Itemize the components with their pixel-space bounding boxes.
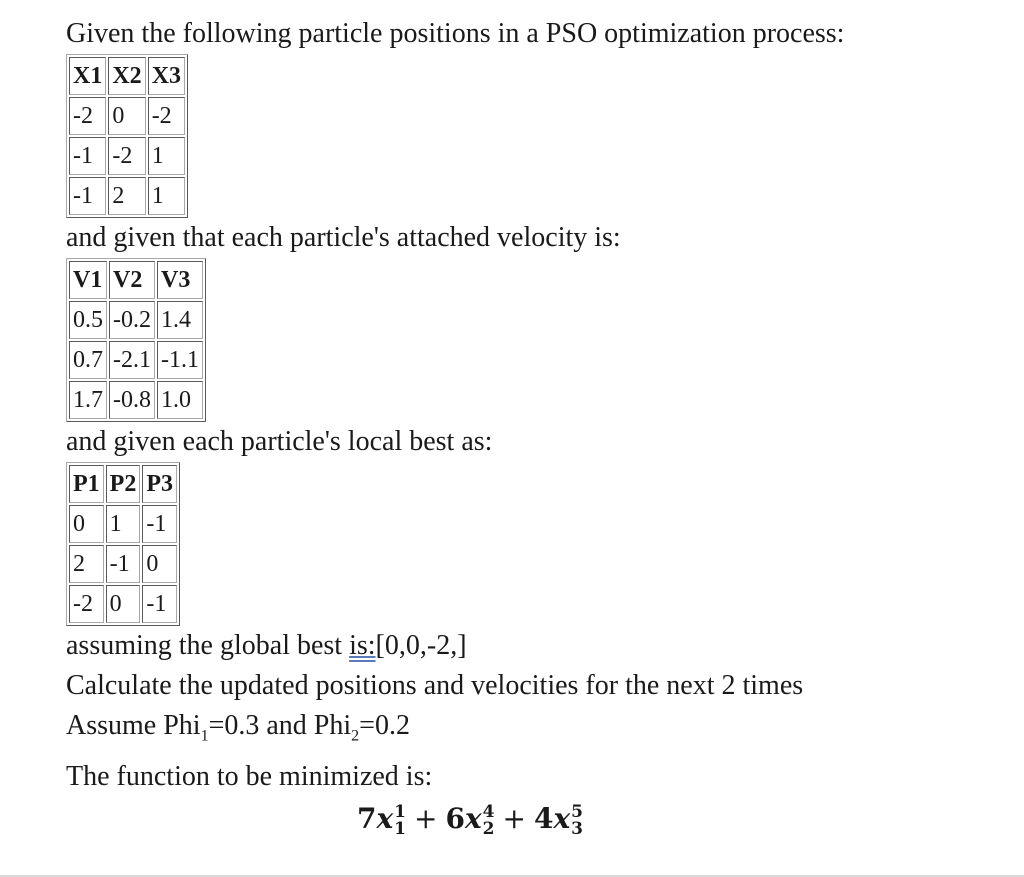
- header-cell: P2: [106, 465, 141, 503]
- header-cell: V1: [69, 261, 107, 299]
- table-cell: 1.7: [69, 381, 107, 419]
- table-row: [69, 301, 203, 339]
- table-row: [69, 341, 203, 379]
- phi2-subscript: 2: [351, 727, 360, 745]
- table-cell: 0.5: [69, 301, 107, 339]
- formula-operator: +: [502, 802, 526, 835]
- table-cell: 0.7: [69, 341, 107, 379]
- velocity-intro-text: and given that each particle's attached velocity is:: [66, 222, 621, 253]
- table-cell: -1: [69, 177, 106, 215]
- table-header-row: [69, 57, 185, 95]
- header-cell: V3: [157, 261, 203, 299]
- document-body: [66, 14, 1006, 797]
- assume-prefix: Assume Phi: [66, 710, 201, 741]
- table-cell: -1: [69, 137, 106, 175]
- table-row: [69, 97, 185, 135]
- table-cell: 1.4: [157, 301, 203, 339]
- table-row: [69, 585, 177, 623]
- table-cell: -1: [106, 545, 141, 583]
- table-cell: -0.2: [109, 301, 155, 339]
- table-cell: -2: [148, 97, 185, 135]
- header-cell: V2: [109, 261, 155, 299]
- table-cell: -1: [142, 585, 177, 623]
- local-best-table: [66, 462, 180, 626]
- header-cell: X3: [148, 57, 185, 95]
- formula-term: 4x 5 3: [533, 801, 584, 839]
- table-cell: 1.0: [157, 381, 203, 419]
- table-cell: 2: [69, 545, 104, 583]
- table-row: [69, 545, 177, 583]
- table-row: [69, 137, 185, 175]
- table-header-row: [69, 261, 203, 299]
- table-cell: 0: [106, 585, 141, 623]
- table-cell: 2: [108, 177, 145, 215]
- header-cell: X1: [69, 57, 106, 95]
- table-cell: -2: [69, 585, 104, 623]
- table-row: [69, 381, 203, 419]
- table-cell: -1.1: [157, 341, 203, 379]
- table-header-row: [69, 465, 177, 503]
- task-text: Calculate the updated positions and velocities for the next 2 times: [66, 670, 804, 701]
- intro-text: Given the following particle positions in a PSO optimization process:: [66, 18, 845, 49]
- table-cell: 0: [108, 97, 145, 135]
- table-cell: -2: [69, 97, 106, 135]
- velocities-table: [66, 258, 206, 422]
- function-intro-text: The function to be minimized is:: [66, 760, 433, 792]
- table-cell: 1: [148, 177, 185, 215]
- table-row: [69, 505, 177, 543]
- global-best-prefix: assuming the global best: [66, 630, 350, 661]
- global-best-text: [66, 626, 1006, 666]
- header-cell: P1: [69, 465, 104, 503]
- header-cell: X2: [108, 57, 145, 95]
- table-cell: 1: [148, 137, 185, 175]
- local-best-intro-text: and given each particle's local best as:: [66, 426, 493, 457]
- table-cell: -2.1: [109, 341, 155, 379]
- header-cell: P3: [142, 465, 177, 503]
- formula-term: 7x 1 1: [356, 801, 407, 839]
- phi1-subscript: 1: [200, 727, 209, 745]
- table-cell: -1: [142, 505, 177, 543]
- assume-mid: =0.3 and Phi: [208, 710, 352, 741]
- positions-table: [66, 54, 188, 218]
- global-best-link[interactable]: is:: [349, 630, 376, 661]
- formula-term: 6x 4 2: [445, 801, 495, 839]
- table-cell: 0: [69, 505, 104, 543]
- table-cell: 0: [142, 545, 177, 583]
- assume-text: [66, 706, 1006, 757]
- objective-formula: [0, 802, 940, 838]
- table-cell: 1: [106, 505, 141, 543]
- table-cell: -2: [108, 137, 145, 175]
- formula-operator: +: [414, 802, 438, 835]
- table-row: [69, 177, 185, 215]
- table-cell: -0.8: [109, 381, 155, 419]
- assume-suffix: =0.2: [359, 710, 410, 741]
- global-best-value: [0,0,-2,]: [375, 630, 467, 661]
